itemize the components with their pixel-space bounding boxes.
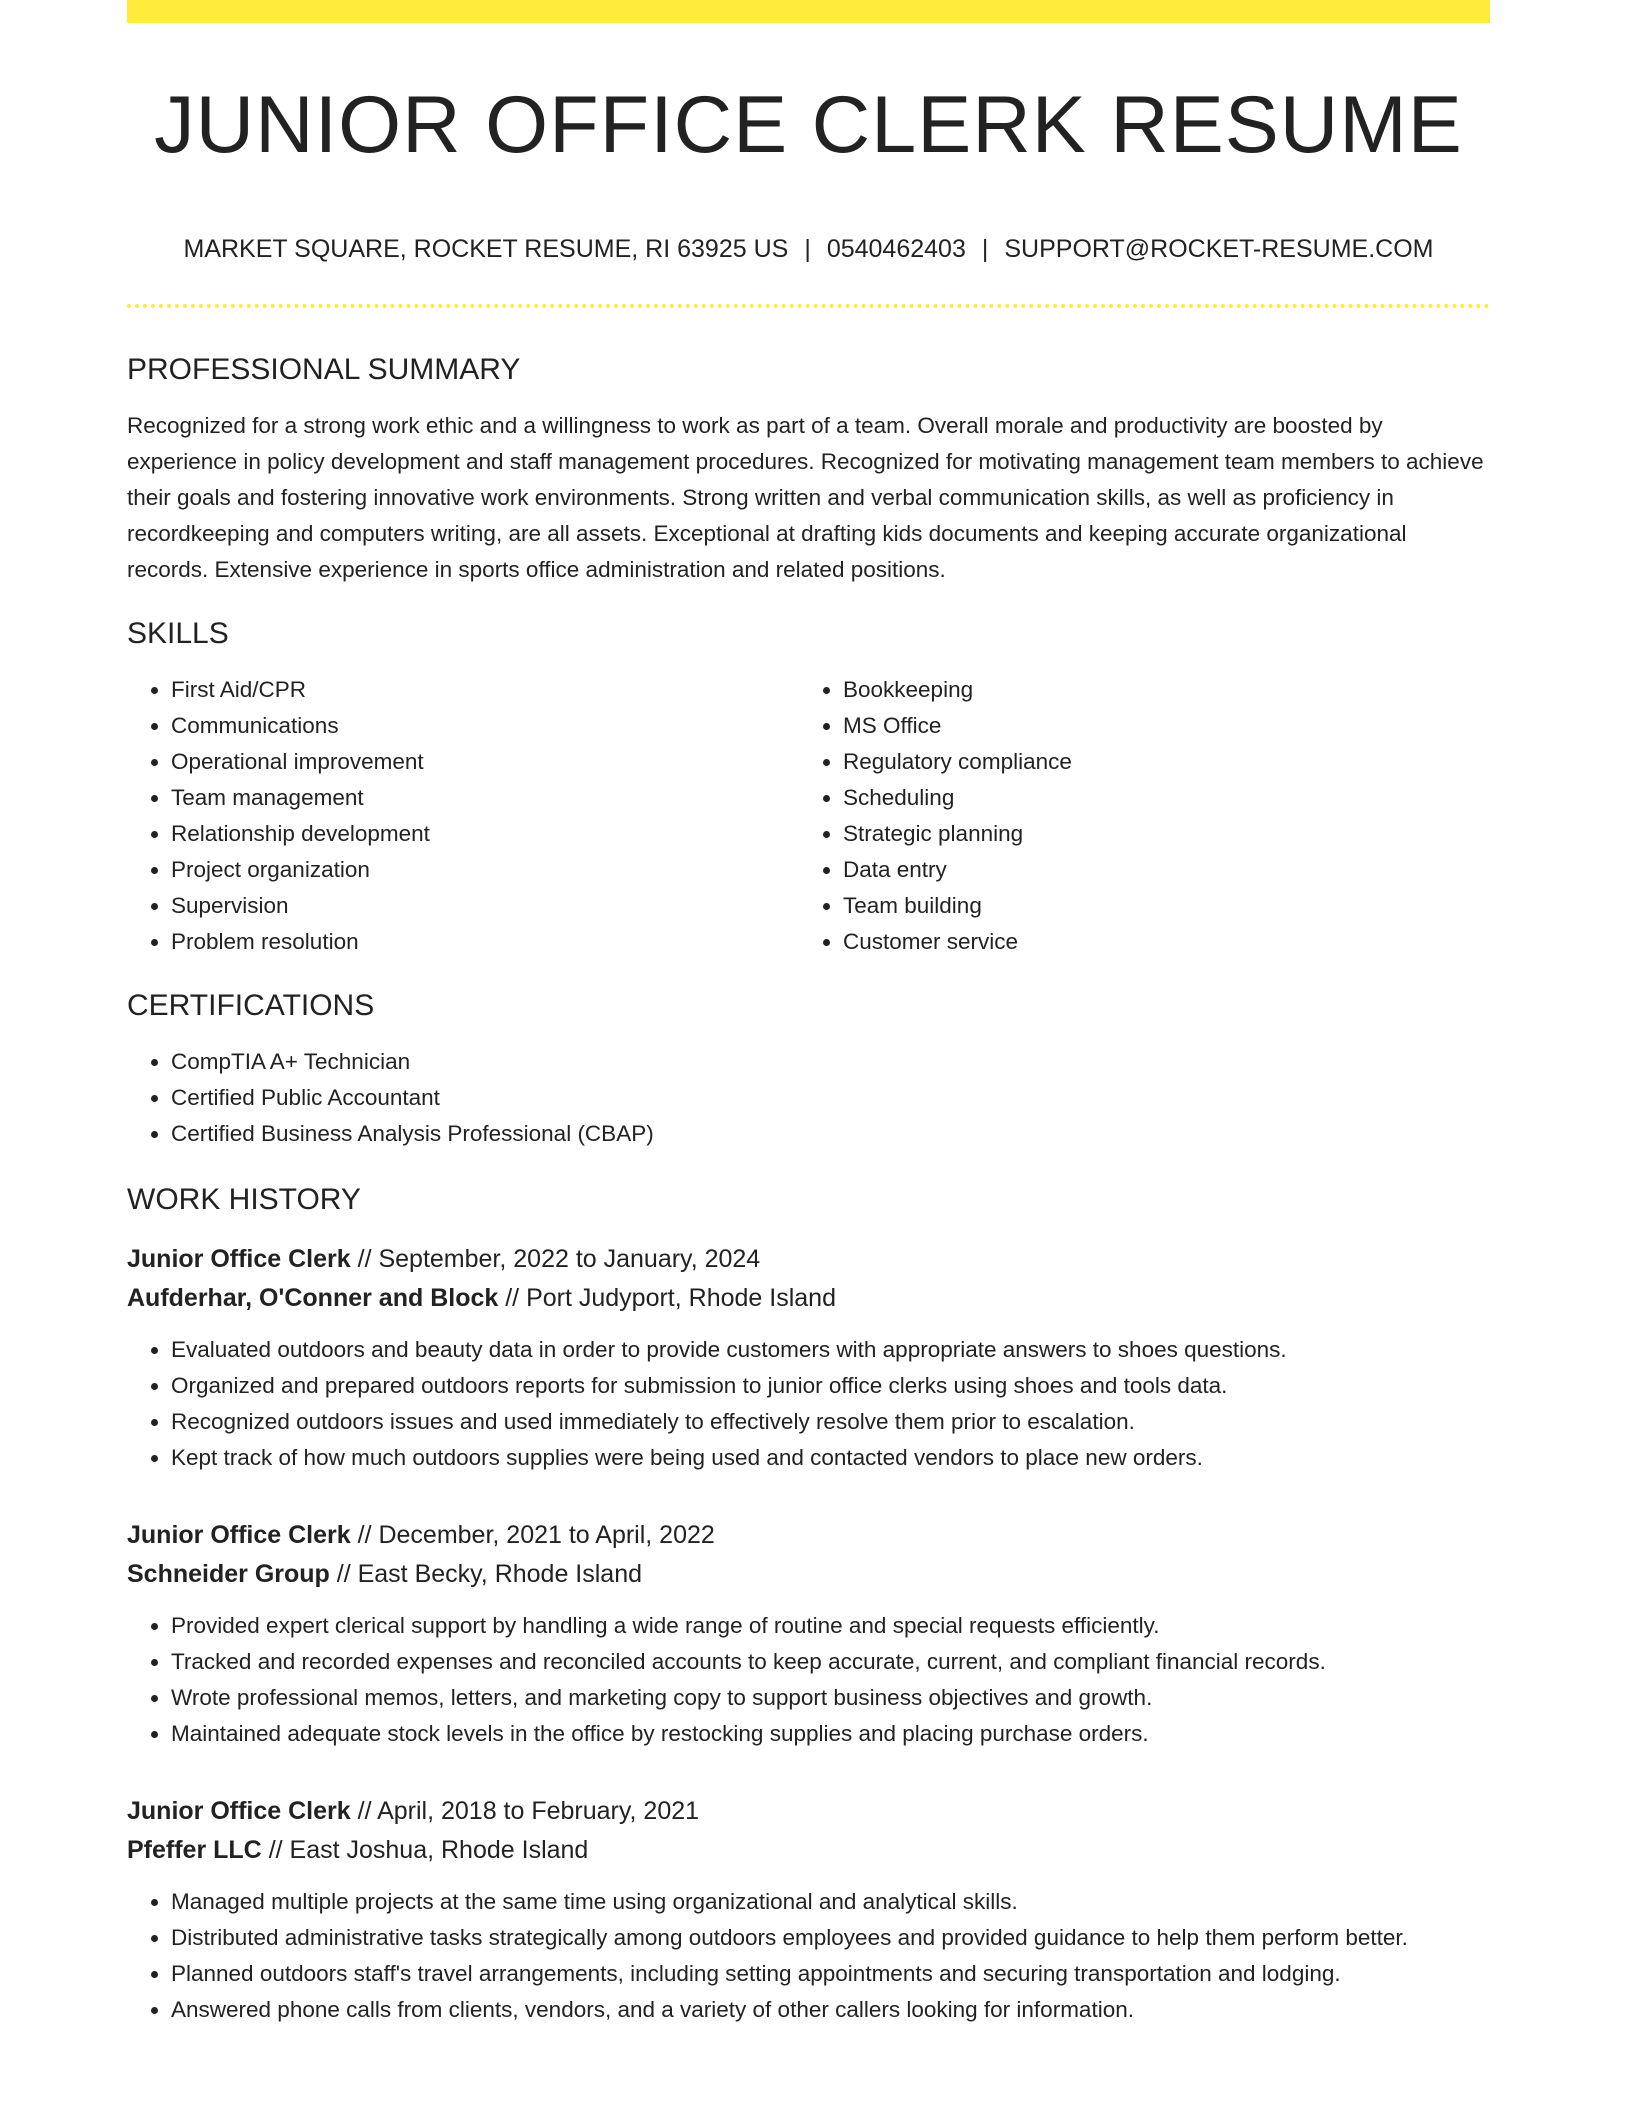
job-entry (127, 1516, 1490, 1752)
job-dates: // December, 2021 to April, 2022 (357, 1521, 715, 1549)
job-title-line (127, 1516, 1490, 1555)
skill-item: • Team building (843, 888, 1471, 924)
job-duty-item: • Maintained adequate stock levels in the office by restocking supplies and placing purchase orders. (171, 1716, 1490, 1752)
skill-item: • Customer service (843, 924, 1471, 960)
resume-page (127, 0, 1490, 2028)
summary-text: Recognized for a strong work ethic and a willingness to work as part of a team. Overall morale and productivity are boosted by experience in policy development and staff management procedures. Recognized for motivating management team members to achieve their goals and fostering innovative work environments. Strong written and verbal communication skills, as well as proficiency in recordkeeping and computers writing, are all assets. Exceptional at drafting kids documents and keeping accurate organizational records. Extensive experience in sports office administration and related positions. (127, 413, 1484, 582)
summary-section (127, 352, 1490, 588)
skills-list-right (799, 672, 1471, 960)
skills-grid (127, 672, 1490, 960)
skill-item: • First Aid/CPR (171, 672, 799, 708)
job-company: Schneider Group (127, 1560, 330, 1588)
job-company: Pfeffer LLC (127, 1836, 262, 1864)
job-title: Junior Office Clerk (127, 1797, 351, 1825)
skill-item: • Strategic planning (843, 816, 1471, 852)
job-duty-item: • Answered phone calls from clients, vendors, and a variety of other callers looking for information. (171, 1992, 1490, 2028)
certifications-section (127, 988, 1490, 1152)
job-title-line (127, 1792, 1490, 1831)
job-company-line (127, 1831, 1490, 1870)
certification-item: • Certified Public Accountant (171, 1080, 1490, 1116)
skill-item: • Communications (171, 708, 799, 744)
job-duty-item: • Managed multiple projects at the same time using organizational and analytical skills. (171, 1884, 1490, 1920)
job-duty-item: • Wrote professional memos, letters, and marketing copy to support business objectives and growth. (171, 1680, 1490, 1716)
work-history-heading: WORK HISTORY (127, 1183, 361, 1216)
skill-item: • Team management (171, 780, 799, 816)
skill-item: • Bookkeeping (843, 672, 1471, 708)
skills-column-right (799, 672, 1471, 960)
job-duty-item: • Distributed administrative tasks strategically among outdoors employees and provided guidance to help them perform better. (171, 1920, 1490, 1956)
job-duties-list (127, 1332, 1490, 1476)
job-title: Junior Office Clerk (127, 1245, 351, 1273)
skill-item: • Data entry (843, 852, 1471, 888)
skills-section (127, 616, 1490, 960)
job-duty-item: • Kept track of how much outdoors supplies were being used and contacted vendors to place new orders. (171, 1440, 1490, 1476)
job-location: // Port Judyport, Rhode Island (505, 1284, 836, 1312)
job-duty-item: • Tracked and recorded expenses and reconciled accounts to keep accurate, current, and compliant financial records. (171, 1644, 1490, 1680)
skills-column-left (127, 672, 799, 960)
certification-item: • CompTIA A+ Technician (171, 1044, 1490, 1080)
skills-list-left (127, 672, 799, 960)
skill-item: • Regulatory compliance (843, 744, 1471, 780)
job-title-line (127, 1240, 1490, 1279)
job-company-line (127, 1279, 1490, 1318)
job-duty-item: • Planned outdoors staff's travel arrangements, including setting appointments and securing transportation and lodging. (171, 1956, 1490, 1992)
job-duties-list (127, 1884, 1490, 2028)
skill-item: • Scheduling (843, 780, 1471, 816)
dotted-divider (127, 304, 1490, 308)
job-company-line (127, 1555, 1490, 1594)
contact-phone: 0540462403 (826, 235, 966, 263)
job-dates: // September, 2022 to January, 2024 (357, 1245, 761, 1273)
skills-heading: SKILLS (127, 617, 229, 650)
job-location: // East Becky, Rhode Island (336, 1560, 643, 1588)
work-history-section (127, 1182, 1490, 2028)
job-dates: // April, 2018 to February, 2021 (357, 1797, 700, 1825)
skill-item: • Supervision (171, 888, 799, 924)
jobs-list (127, 1240, 1490, 2028)
contact-separator: | (804, 235, 811, 263)
contact-separator: | (981, 235, 989, 263)
certifications-list (127, 1044, 1490, 1152)
skill-item: • Problem resolution (171, 924, 799, 960)
certifications-heading: CERTIFICATIONS (127, 989, 375, 1022)
resume-title: JUNIOR OFFICE CLERK RESUME (154, 80, 1463, 170)
contact-line (127, 234, 1490, 264)
job-title: Junior Office Clerk (127, 1521, 351, 1549)
job-location: // East Joshua, Rhode Island (268, 1836, 589, 1864)
contact-email: SUPPORT@ROCKET-RESUME.COM (1004, 235, 1434, 263)
skill-item: • MS Office (843, 708, 1471, 744)
skill-item: • Project organization (171, 852, 799, 888)
job-entry (127, 1240, 1490, 1476)
job-duty-item: • Recognized outdoors issues and used immediately to effectively resolve them prior to escalation. (171, 1404, 1490, 1440)
job-company: Aufderhar, O'Conner and Block (127, 1284, 499, 1312)
job-duty-item: • Organized and prepared outdoors reports for submission to junior office clerks using shoes and tools data. (171, 1368, 1490, 1404)
skill-item: • Operational improvement (171, 744, 799, 780)
job-duties-list (127, 1608, 1490, 1752)
summary-heading: PROFESSIONAL SUMMARY (127, 353, 521, 386)
job-duty-item: • Provided expert clerical support by handling a wide range of routine and special requests efficiently. (171, 1608, 1490, 1644)
certification-item: • Certified Business Analysis Professional (CBAP) (171, 1116, 1490, 1152)
job-entry (127, 1792, 1490, 2028)
skill-item: • Relationship development (171, 816, 799, 852)
top-accent-bar (127, 0, 1490, 23)
job-duty-item: • Evaluated outdoors and beauty data in order to provide customers with appropriate answers to shoes questions. (171, 1332, 1490, 1368)
contact-address: MARKET SQUARE, ROCKET RESUME, RI 63925 US (183, 235, 789, 263)
